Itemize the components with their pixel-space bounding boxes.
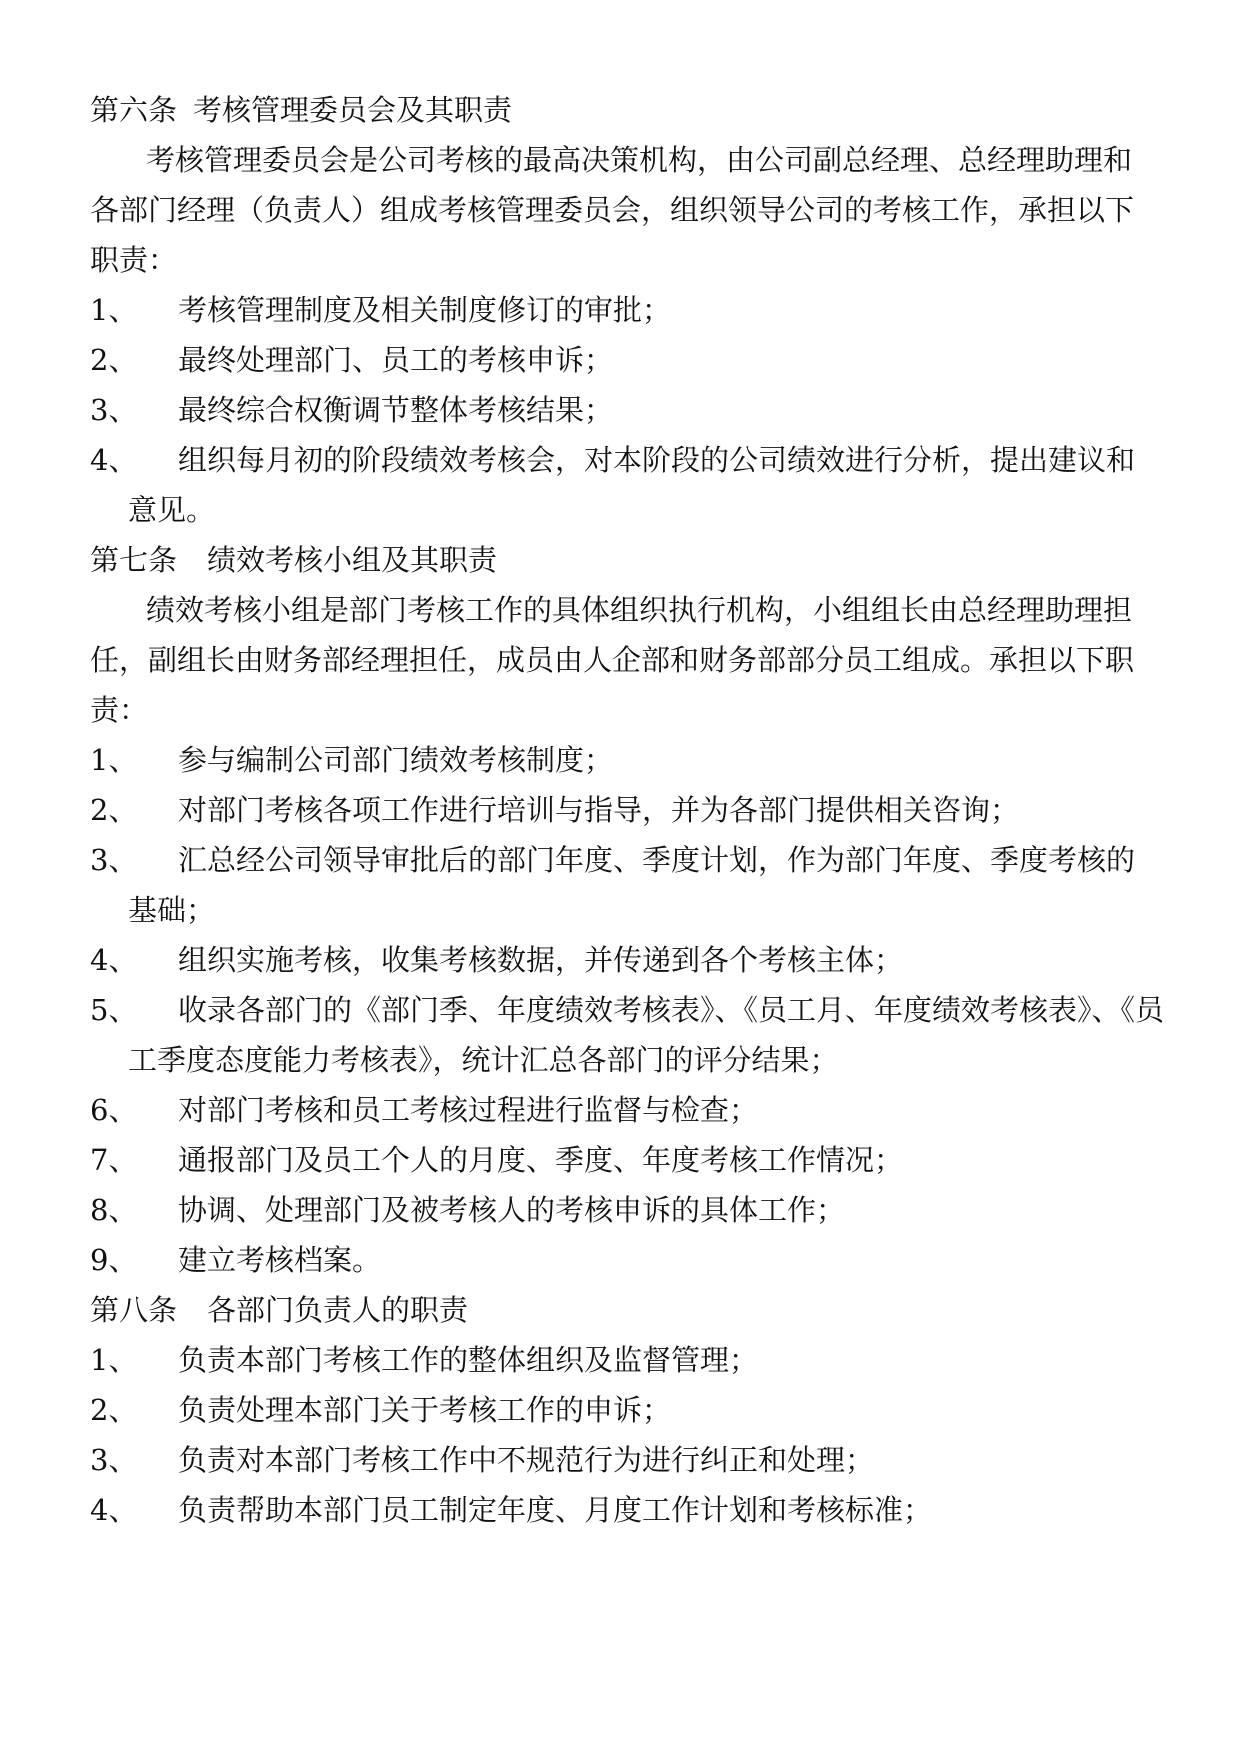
- list-item-number: 4、: [90, 443, 138, 477]
- list-item-text: 负责帮助本部门员工制定年度、月度工作计划和考核标准；: [178, 1493, 933, 1527]
- list-item-text: 负责处理本部门关于考核工作的申诉；: [178, 1393, 672, 1427]
- list-item-text: 对部门考核和员工考核过程进行监督与检查；: [178, 1093, 759, 1127]
- section-7-heading-number: 第七条: [90, 543, 178, 577]
- list-item-number: 3、: [90, 393, 138, 427]
- list-item-continuation-text: 意见。: [128, 493, 216, 527]
- list-item-number: 9、: [90, 1243, 138, 1277]
- list-item-text: 组织实施考核，收集考核数据，并传递到各个考核主体；: [178, 943, 904, 977]
- list-item-number: 4、: [90, 943, 138, 977]
- list-item-text: 参与编制公司部门绩效考核制度；: [178, 743, 614, 777]
- list-item-number: 1、: [90, 743, 138, 777]
- list-item-text: 负责本部门考核工作的整体组织及监督管理；: [178, 1343, 759, 1377]
- section-6-intro-line-2: 各部门经理（负责人）组成考核管理委员会，组织领导公司的考核工作，承担以下: [90, 193, 1135, 227]
- list-item-number: 2、: [90, 1393, 138, 1427]
- section-7-intro-line-2: 任，副组长由财务部经理担任，成员由人企部和财务部部分员工组成。承担以下职: [90, 643, 1135, 677]
- section-7-heading-title: 绩效考核小组及其职责: [207, 543, 498, 577]
- list-item-number: 8、: [90, 1193, 138, 1227]
- section-7-heading: [90, 542, 497, 578]
- section-8-heading: [90, 1292, 468, 1328]
- section-7-intro-line-1: 绩效考核小组是部门考核工作的具体组织执行机构，小组组长由总经理助理担: [146, 593, 1133, 627]
- list-item-continuation-text: 基础；: [128, 893, 216, 927]
- list-item-text: 负责对本部门考核工作中不规范行为进行纠正和处理；: [178, 1443, 875, 1477]
- list-item-text: 最终处理部门、员工的考核申诉；: [178, 343, 614, 377]
- list-item-number: 1、: [90, 1343, 138, 1377]
- list-item-text: 对部门考核各项工作进行培训与指导，并为各部门提供相关咨询；: [178, 793, 1020, 827]
- section-6-heading-title: 考核管理委员会及其职责: [193, 93, 513, 127]
- section-8-heading-title: 各部门负责人的职责: [207, 1293, 469, 1327]
- list-item-text: 组织每月初的阶段绩效考核会，对本阶段的公司绩效进行分析，提出建议和: [178, 443, 1136, 477]
- list-item-number: 2、: [90, 343, 138, 377]
- section-7-intro-line-3: 责：: [90, 693, 149, 727]
- list-item-number: 2、: [90, 793, 138, 827]
- list-item-number: 5、: [90, 993, 138, 1027]
- list-item-text: 通报部门及员工个人的月度、季度、年度考核工作情况；: [178, 1143, 904, 1177]
- list-item-text: 建立考核档案。: [178, 1243, 382, 1277]
- list-item-text: 最终综合权衡调节整体考核结果；: [178, 393, 614, 427]
- list-item-text: 收录各部门的《部门季、年度绩效考核表》、《员工月、年度绩效考核表》、《员: [178, 993, 1165, 1027]
- list-item-number: 7、: [90, 1143, 138, 1177]
- list-item-number: 1、: [90, 293, 138, 327]
- section-6-intro-line-3: 职责：: [90, 243, 178, 277]
- list-item-number: 3、: [90, 843, 138, 877]
- section-6-heading-number: 第六条: [90, 93, 178, 127]
- list-item-number: 4、: [90, 1493, 138, 1527]
- list-item-number: 6、: [90, 1093, 138, 1127]
- section-6-intro-line-1: 考核管理委员会是公司考核的最高决策机构，由公司副总经理、总经理助理和: [146, 143, 1133, 177]
- section-6-heading: [90, 92, 512, 128]
- list-item-text: 考核管理制度及相关制度修订的审批；: [178, 293, 672, 327]
- list-item-continuation-text: 工季度态度能力考核表》，统计汇总各部门的评分结果；: [128, 1043, 839, 1077]
- list-item-text: 协调、处理部门及被考核人的考核申诉的具体工作；: [178, 1193, 846, 1227]
- list-item-number: 3、: [90, 1443, 138, 1477]
- section-8-heading-number: 第八条: [90, 1293, 178, 1327]
- list-item-text: 汇总经公司领导审批后的部门年度、季度计划，作为部门年度、季度考核的: [178, 843, 1136, 877]
